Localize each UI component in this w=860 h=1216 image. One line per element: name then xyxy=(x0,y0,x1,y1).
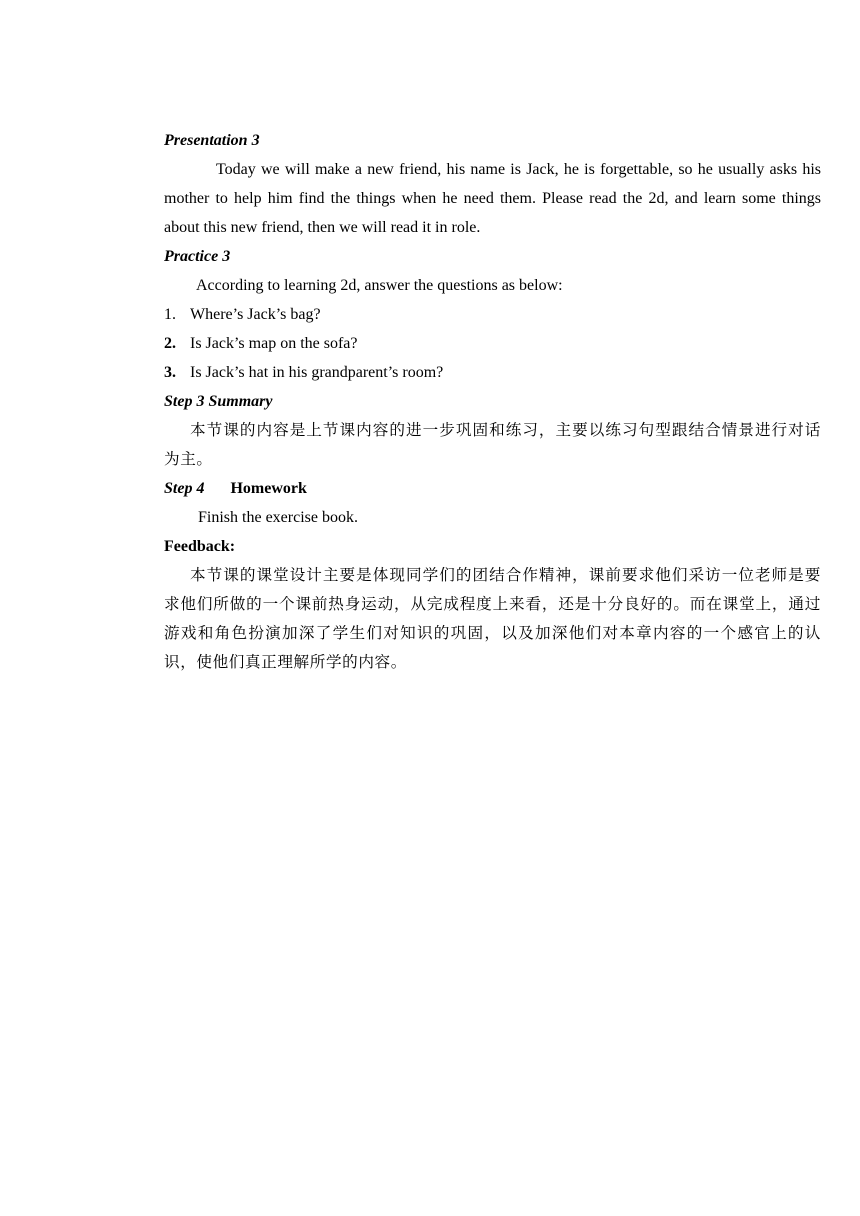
step-4-title: Homework xyxy=(230,480,307,497)
step-3-summary-paragraph: 本节课的内容是上节课内容的进一步巩固和练习，主要以练习句型跟结合情景进行对话为主。 xyxy=(164,421,821,468)
question-text: Is Jack’s hat in his grandparent’s room? xyxy=(190,364,444,381)
question-number: 3. xyxy=(164,364,176,381)
step-4-text: Finish the exercise book. xyxy=(198,509,358,526)
document-page xyxy=(164,126,821,677)
question-text: Is Jack’s map on the sofa? xyxy=(190,335,358,352)
question-number: 1. xyxy=(164,306,176,323)
feedback-paragraph: 本节课的课堂设计主要是体现同学们的团结合作精神，课前要求他们采访一位老师是要求他们所做的一个课前热身运动，从完成程度上来看，还是十分良好的。而在课堂上，通过游戏和角色扮演加深了学生们对知识的巩固，以及加深他们对本章内容的一个感官上的认识，使他们真正理解所学的内容。 xyxy=(164,566,821,671)
question-item-3 xyxy=(164,358,821,387)
practice-3-intro: According to learning 2d, answer the questions as below: xyxy=(196,277,563,294)
feedback-heading: Feedback: xyxy=(164,538,236,555)
question-item-2 xyxy=(164,329,821,358)
question-text: Where’s Jack’s bag? xyxy=(190,306,321,323)
presentation-3-paragraph: Today we will make a new friend, his name is Jack, he is forgettable, so he usually asks his mother to help him find the things when he need them. Please read the 2d, and learn some things about this new friend, then we will read it in role. xyxy=(164,161,821,236)
practice-3-heading: Practice 3 xyxy=(164,248,231,265)
question-number: 2. xyxy=(164,335,176,352)
question-item-1 xyxy=(164,300,821,329)
presentation-3-heading: Presentation 3 xyxy=(164,132,260,149)
step-4-heading xyxy=(164,474,821,503)
step-3-summary-heading: Step 3 Summary xyxy=(164,393,273,410)
step-4-label: Step 4 xyxy=(164,480,205,497)
